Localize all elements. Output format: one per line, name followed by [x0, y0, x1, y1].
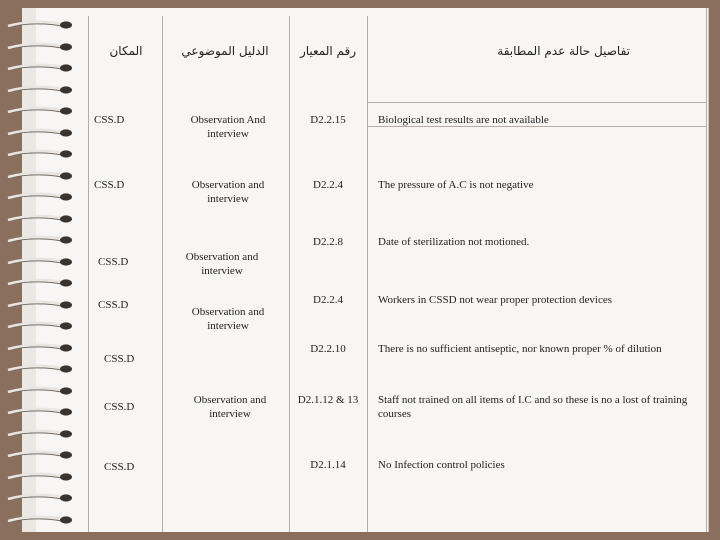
row-1-details: Biological test results are not available: [378, 114, 549, 126]
row-3-location: CSS.D: [98, 256, 129, 268]
row-6-details: Staff not trained on all items of I.C and so these is no a lost of training courses: [378, 394, 688, 420]
grid-line: [289, 16, 290, 532]
binding-ring: [6, 278, 72, 288]
row-1-standard: D2.2.15: [310, 114, 346, 126]
row-2-standard: D2.2.4: [313, 179, 343, 191]
row-2-location: CSS.D: [94, 179, 125, 191]
row-6-location: CSS.D: [104, 401, 135, 413]
notebook-page: [22, 8, 709, 532]
binding-ring: [6, 257, 72, 267]
binding-ring: [6, 235, 72, 245]
grid-line: [88, 16, 89, 532]
binding-ring: [6, 214, 72, 224]
row-7-details: No Infection control policies: [378, 459, 505, 471]
grid-line: [162, 16, 163, 532]
row-2-evidence: Observation and interview: [191, 179, 265, 205]
binding-ring: [6, 63, 72, 73]
header-nonconformity-details: تفاصيل حالة عدم المطابقة: [497, 44, 630, 58]
grid-line: [367, 16, 368, 532]
binding-ring: [6, 149, 72, 159]
binding-ring: [6, 407, 72, 417]
row-6-evidence: Observation and interview: [193, 394, 267, 420]
binding-ring: [6, 386, 72, 396]
binding-ring: [6, 321, 72, 331]
grid-line: [367, 102, 706, 103]
row-3-standard: D2.2.8: [313, 236, 343, 248]
row-5-standard: D2.2.10: [310, 343, 346, 355]
binding-ring: [6, 429, 72, 439]
row-3-evidence: Observation and interview: [185, 251, 259, 277]
binding-ring: [6, 364, 72, 374]
binding-ring: [6, 128, 72, 138]
binding-ring: [6, 472, 72, 482]
row-3-details: Date of sterilization not motioned.: [378, 236, 530, 248]
binding-ring: [6, 42, 72, 52]
binding-ring: [6, 171, 72, 181]
grid-line: [706, 8, 707, 532]
binding-ring: [6, 20, 72, 30]
binding-ring: [6, 515, 72, 525]
row-4-details: Workers in CSSD not wear proper protection devices: [378, 294, 613, 306]
row-1-location: CSS.D: [94, 114, 125, 126]
binding-ring: [6, 192, 72, 202]
row-4-standard: D2.2.4: [313, 294, 343, 306]
header-location: المكان: [109, 44, 143, 58]
header-standard-number: رقم المعيار: [299, 44, 357, 58]
binding-ring: [6, 300, 72, 310]
row-2-details: The pressure of A.C is not negative: [378, 179, 534, 191]
header-evidence: الدليل الموضوعي: [181, 44, 269, 58]
row-1-evidence: Observation And interview: [190, 114, 266, 140]
binding-ring: [6, 493, 72, 503]
row-7-standard: D2.1.14: [310, 459, 346, 471]
row-5-details: There is no sufficient antiseptic, nor known proper % of dilution: [378, 343, 662, 355]
binding-ring: [6, 85, 72, 95]
row-5-location: CSS.D: [104, 353, 135, 365]
row-7-location: CSS.D: [104, 461, 135, 473]
row-6-standard: D2.1.12 & 13: [297, 394, 359, 406]
binding-ring: [6, 343, 72, 353]
binding-ring: [6, 450, 72, 460]
binding-ring: [6, 106, 72, 116]
row-4-evidence: Observation and interview: [191, 306, 265, 332]
row-4-location: CSS.D: [98, 299, 129, 311]
